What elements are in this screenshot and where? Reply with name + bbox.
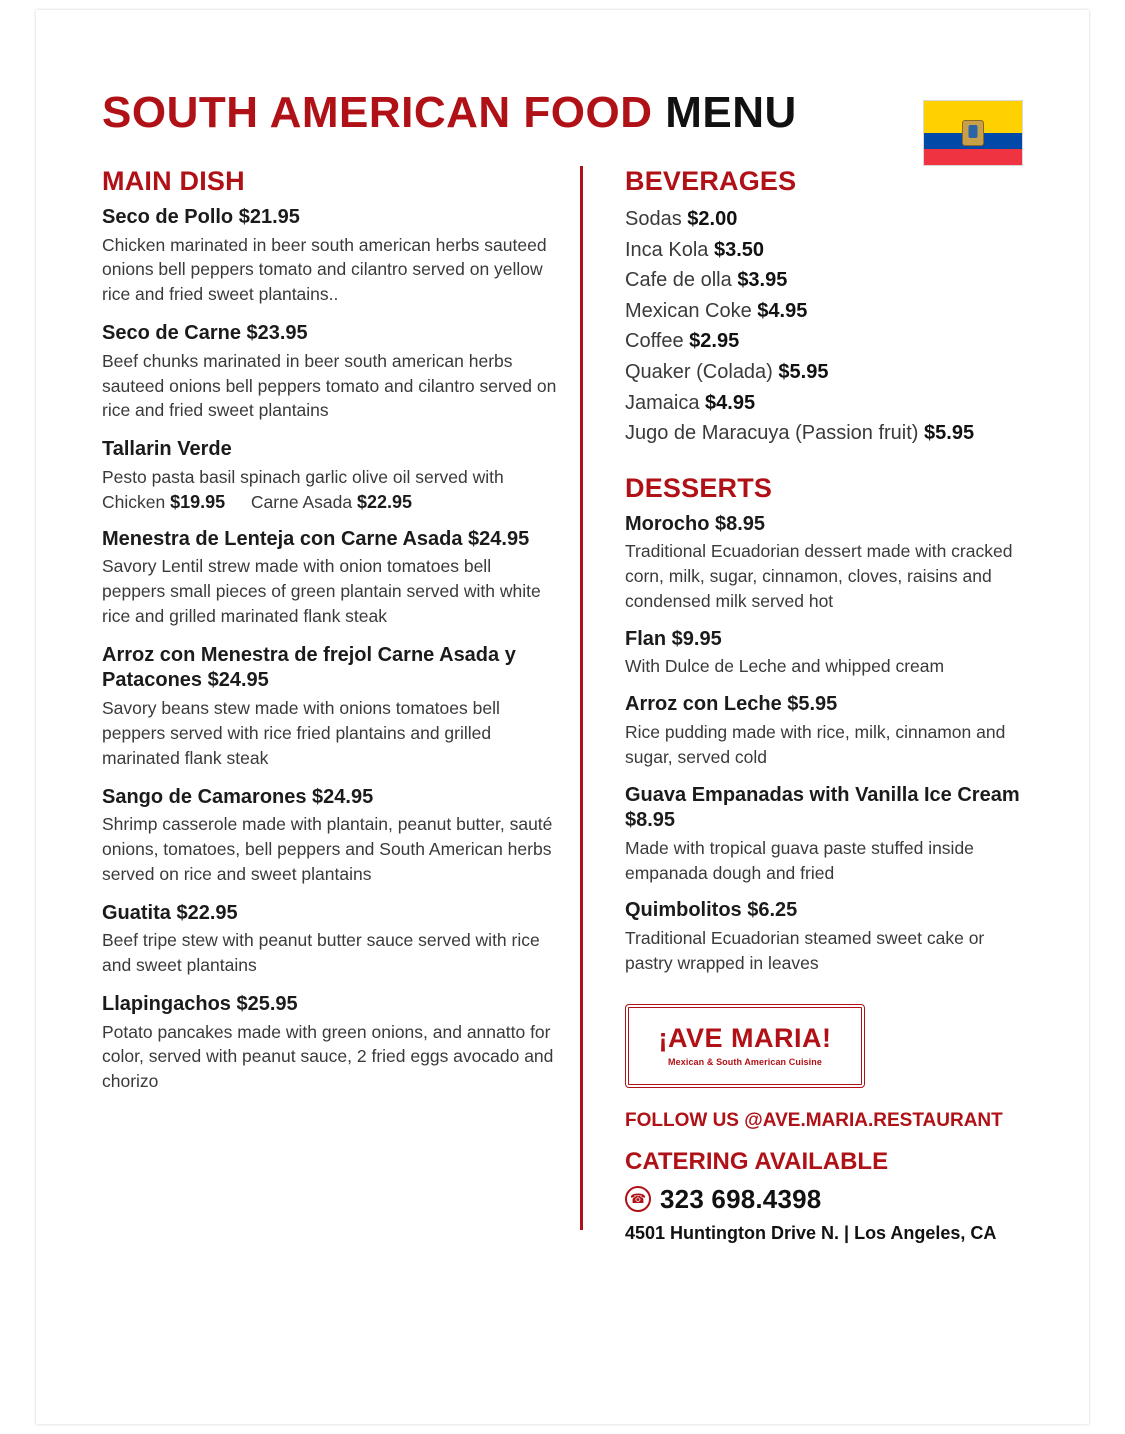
flag-band-red: [924, 149, 1022, 165]
beverage-price: $4.95: [705, 391, 756, 414]
menu-item: [102, 643, 558, 771]
social-handle: FOLLOW US @AVE.MARIA.RESTAURANT: [625, 1109, 1003, 1131]
option-price: $22.95: [356, 491, 413, 512]
item-description: Traditional Ecuadorian dessert made with cracked corn, milk, sugar, cinnamon, cloves, raisins and condensed milk served hot: [625, 541, 1013, 612]
section-heading-desserts: DESSERTS: [625, 472, 773, 503]
option-label: Carne Asada: [250, 491, 353, 512]
catering-note: CATERING AVAILABLE: [625, 1147, 889, 1175]
item-name: Menestra de Lenteja con Carne Asada $24.95: [102, 527, 530, 550]
item-name: Sango de Camarones $24.95: [102, 785, 374, 808]
item-name: Seco de Carne $23.95: [102, 322, 308, 345]
item-name: Flan $9.95: [625, 627, 722, 650]
beverage-row: [625, 327, 1023, 357]
page-title: [102, 88, 1023, 138]
beverage-price: $2.95: [689, 330, 740, 353]
address-line: 4501 Huntington Drive N. | Los Angeles, CA: [625, 1222, 997, 1243]
beverage-row: [625, 236, 1023, 266]
flag-crest-icon: [962, 120, 984, 146]
item-options: [102, 492, 558, 513]
beverage-row: [625, 358, 1023, 388]
menu-item: [625, 898, 1023, 975]
option-label: Chicken: [102, 491, 166, 512]
beverage-price: $3.50: [713, 238, 765, 261]
item-description: Potato pancakes made with green onions, and annatto for color, served with peanut sauce, 2 fried eggs avocado and chorizo: [102, 1021, 554, 1092]
beverage-price: $5.95: [778, 360, 829, 383]
phone-icon: [625, 1186, 651, 1212]
option-price: $19.95: [170, 491, 226, 512]
item-name: Arroz con Leche $5.95: [625, 693, 838, 716]
item-description: Rice pudding made with rice, milk, cinnamon and sugar, served cold: [625, 721, 1006, 767]
title-red: SOUTH AMERICAN FOOD: [102, 88, 653, 137]
item-name: Morocho $8.95: [625, 512, 766, 535]
beverage-price: $5.95: [924, 422, 975, 445]
phone-number[interactable]: 323 698.4398: [660, 1183, 822, 1214]
item-description: With Dulce de Leche and whipped cream: [625, 656, 945, 677]
ecuador-flag-icon: [923, 100, 1023, 166]
menu-item: [625, 692, 1023, 769]
item-description: Made with tropical guava paste stuffed inside empanada dough and fried: [625, 837, 974, 883]
item-description: Chicken marinated in beer south american herbs sauteed onions bell peppers tomato and cilantro served on yellow rice and fried sweet plantains..: [102, 234, 547, 305]
item-name: Seco de Pollo $21.95: [102, 206, 300, 228]
item-name: Arroz con Menestra de frejol Carne Asada y Patacones $24.95: [102, 643, 516, 692]
item-description: Pesto pasta basil spinach garlic olive oil served with: [102, 466, 504, 487]
logo-subtitle: Mexican & South American Cuisine: [668, 1056, 822, 1067]
title-black: MENU: [665, 88, 797, 137]
beverage-label: Quaker (Colada): [625, 360, 773, 383]
phone-row: [625, 1184, 1023, 1215]
beverage-label: Coffee: [625, 330, 684, 353]
column-beverages-desserts: [583, 160, 1023, 1244]
beverage-price: $3.95: [737, 269, 788, 292]
item-description: Traditional Ecuadorian steamed sweet cake or pastry wrapped in leaves: [625, 928, 985, 973]
menu-item: [102, 785, 558, 887]
beverage-price: $2.00: [687, 208, 738, 230]
beverage-row: [625, 205, 1023, 235]
beverage-price: $4.95: [757, 299, 808, 322]
beverage-label: Jugo de Maracuya (Passion fruit): [625, 422, 919, 445]
section-heading-main-dish: MAIN DISH: [102, 166, 245, 196]
item-description: Shrimp casserole made with plantain, peanut butter, sauté onions, tomatoes, bell peppers and South American herbs served on rice and sweet plantains: [102, 814, 553, 884]
menu-item: [102, 321, 558, 423]
beverage-label: Mexican Coke: [625, 299, 752, 322]
menu-item: [625, 512, 1023, 614]
beverage-row: [625, 266, 1023, 296]
menu-columns: [102, 160, 1023, 1244]
restaurant-logo: [625, 1004, 865, 1088]
menu-item: [102, 901, 558, 978]
menu-item: [625, 627, 1023, 679]
menu-item: [625, 783, 1023, 886]
menu-item: [102, 992, 558, 1094]
logo-text: ¡AVE MARIA!: [658, 1022, 832, 1053]
beverage-label: Inca Kola: [625, 238, 709, 261]
item-description: Savory beans stew made with onions tomatoes bell peppers served with rice fried plantains and grilled marinated flank steak: [102, 698, 500, 768]
item-name: Guava Empanadas with Vanilla Ice Cream $8.95: [625, 783, 1020, 832]
item-description: Savory Lentil strew made with onion tomatoes bell peppers small pieces of green plantain served with white rice and grilled marinated flank steak: [102, 556, 541, 626]
section-heading-beverages: BEVERAGES: [625, 166, 797, 196]
menu-item: [102, 205, 558, 307]
menu-item: [102, 527, 558, 629]
item-name: Tallarin Verde: [102, 438, 232, 461]
beverage-row: [625, 419, 1023, 449]
item-name: Quimbolitos $6.25: [625, 899, 798, 922]
item-description: Beef chunks marinated in beer south american herbs sauteed onions bell peppers tomato and cilantro served on rice and fried sweet plantains: [102, 350, 557, 421]
beverage-row: [625, 389, 1023, 419]
menu-item: [102, 437, 558, 512]
beverage-label: Cafe de olla: [625, 269, 732, 292]
item-name: Llapingachos $25.95: [102, 992, 298, 1015]
beverage-label: Jamaica: [625, 391, 700, 414]
beverage-row: [625, 297, 1023, 327]
item-name: Guatita $22.95: [102, 901, 238, 924]
menu-content: [40, 34, 1085, 1244]
column-main-dish: [102, 160, 580, 1244]
beverage-label: Sodas: [625, 208, 682, 230]
item-description: Beef tripe stew with peanut butter sauce served with rice and sweet plantains: [102, 930, 540, 976]
